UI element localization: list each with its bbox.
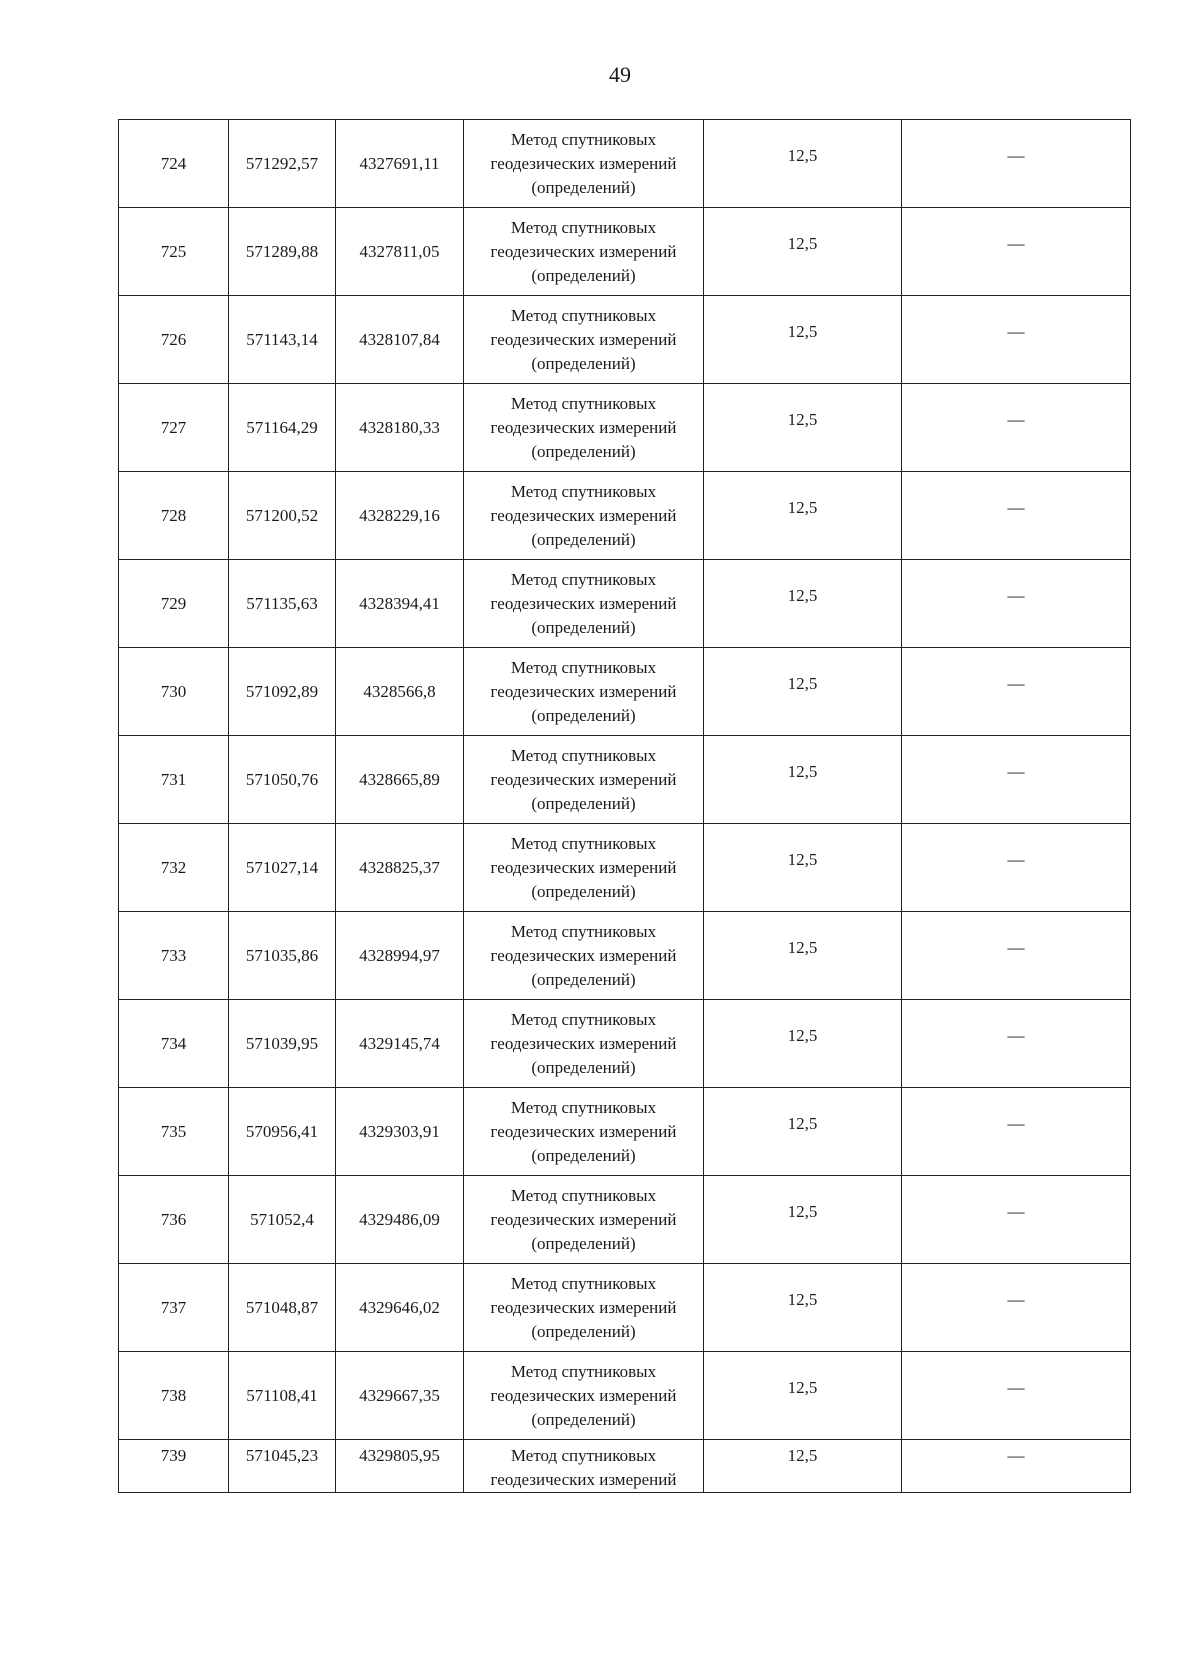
y-coordinate-cell-text: 4329145,74 — [359, 1033, 440, 1053]
table-row — [119, 120, 1131, 208]
method-cell — [464, 296, 704, 384]
note-cell-text: — — [1007, 1201, 1025, 1221]
y-coordinate-cell-text: 4328825,37 — [359, 857, 440, 877]
point-number-cell-text: 733 — [160, 945, 187, 965]
y-coordinate-cell — [336, 384, 464, 472]
method-line: Метод спутниковых — [510, 1185, 657, 1205]
method-line: геодезических измерений — [490, 945, 677, 965]
accuracy-cell-text: 12,5 — [787, 849, 818, 869]
point-number-cell — [119, 1088, 229, 1176]
y-coordinate-cell-text: 4327691,11 — [359, 153, 440, 173]
x-coordinate-cell-text: 571050,76 — [245, 769, 319, 789]
table-row — [119, 1088, 1131, 1176]
x-coordinate-cell — [229, 912, 336, 1000]
method-cell — [464, 120, 704, 208]
accuracy-cell — [704, 120, 902, 208]
table-row — [119, 1264, 1131, 1352]
accuracy-cell — [704, 824, 902, 912]
note-cell — [902, 648, 1131, 736]
y-coordinate-cell-text: 4328107,84 — [359, 329, 440, 349]
x-coordinate-cell — [229, 472, 336, 560]
method-line: геодезических измерений — [490, 1209, 677, 1229]
note-cell — [902, 296, 1131, 384]
table-row — [119, 736, 1131, 824]
table-row — [119, 648, 1131, 736]
x-coordinate-cell-text: 571164,29 — [246, 417, 318, 437]
method-cell — [464, 384, 704, 472]
accuracy-cell — [704, 472, 902, 560]
accuracy-cell — [704, 1088, 902, 1176]
x-coordinate-cell-text: 571048,87 — [245, 1297, 319, 1317]
method-cell — [464, 912, 704, 1000]
y-coordinate-cell — [336, 208, 464, 296]
method-line: геодезических измерений — [490, 1033, 677, 1053]
table-row — [119, 1176, 1131, 1264]
x-coordinate-cell — [229, 1264, 336, 1352]
method-line: геодезических измерений — [490, 857, 677, 877]
y-coordinate-cell-text: 4328566,8 — [363, 681, 436, 701]
note-cell — [902, 736, 1131, 824]
point-number-cell — [119, 472, 229, 560]
point-number-cell — [119, 208, 229, 296]
table-row — [119, 472, 1131, 560]
y-coordinate-cell — [336, 472, 464, 560]
method-cell — [464, 824, 704, 912]
method-line: Метод спутниковых — [510, 1097, 657, 1117]
accuracy-cell — [704, 1352, 902, 1440]
point-number-cell — [119, 648, 229, 736]
accuracy-cell-text: 12,5 — [787, 1377, 818, 1397]
method-line: Метод спутниковых — [510, 129, 657, 149]
x-coordinate-cell-text: 571027,14 — [245, 857, 319, 877]
table-row — [119, 560, 1131, 648]
note-cell — [902, 472, 1131, 560]
method-cell — [464, 1088, 704, 1176]
accuracy-cell-text: 12,5 — [787, 1113, 818, 1133]
y-coordinate-cell — [336, 1352, 464, 1440]
method-cell — [464, 208, 704, 296]
method-line: геодезических измерений — [490, 1297, 677, 1317]
y-coordinate-cell-text: 4327811,05 — [359, 241, 440, 261]
point-number-cell-text: 726 — [160, 329, 187, 349]
point-number-cell — [119, 1264, 229, 1352]
method-cell — [464, 472, 704, 560]
method-line: (определений) — [531, 1145, 636, 1165]
table-row — [119, 384, 1131, 472]
y-coordinate-cell — [336, 1440, 464, 1493]
point-number-cell-text: 732 — [160, 857, 187, 877]
table-row — [119, 1352, 1131, 1440]
method-line: Метод спутниковых — [510, 481, 657, 501]
point-number-cell-text: 731 — [160, 769, 187, 789]
point-number-cell-text: 729 — [160, 593, 187, 613]
accuracy-cell — [704, 1176, 902, 1264]
accuracy-cell-text: 12,5 — [787, 321, 818, 341]
method-line: (определений) — [531, 1321, 636, 1341]
note-cell — [902, 208, 1131, 296]
point-number-cell-text: 736 — [160, 1209, 187, 1229]
point-number-cell-text: 727 — [160, 417, 187, 437]
table-row — [119, 296, 1131, 384]
method-line: Метод спутниковых — [510, 305, 657, 325]
table-body — [119, 120, 1131, 1493]
method-line: Метод спутниковых — [510, 833, 657, 853]
x-coordinate-cell — [229, 208, 336, 296]
note-cell-text: — — [1007, 497, 1025, 517]
method-line: Метод спутниковых — [510, 745, 657, 765]
y-coordinate-cell-text: 4328229,16 — [359, 505, 440, 525]
y-coordinate-cell-text: 4328994,97 — [359, 945, 440, 965]
method-cell — [464, 1000, 704, 1088]
y-coordinate-cell — [336, 1088, 464, 1176]
table-row — [119, 208, 1131, 296]
y-coordinate-cell — [336, 912, 464, 1000]
y-coordinate-cell — [336, 296, 464, 384]
x-coordinate-cell — [229, 1440, 336, 1493]
y-coordinate-cell-text: 4328394,41 — [359, 593, 440, 613]
method-line: геодезических измерений — [490, 1121, 677, 1141]
table-row — [119, 824, 1131, 912]
note-cell-text: — — [1007, 849, 1025, 869]
method-line: геодезических измерений — [490, 329, 677, 349]
accuracy-cell — [704, 208, 902, 296]
method-line: геодезических измерений — [490, 153, 677, 173]
x-coordinate-cell-text: 571092,89 — [245, 681, 319, 701]
method-cell — [464, 736, 704, 824]
x-coordinate-cell-text: 571052,4 — [250, 1209, 314, 1229]
note-cell — [902, 120, 1131, 208]
accuracy-cell-text: 12,5 — [787, 409, 818, 429]
note-cell-text: — — [1007, 409, 1025, 429]
method-line: геодезических измерений — [490, 505, 677, 525]
y-coordinate-cell-text: 4329486,09 — [359, 1209, 440, 1229]
y-coordinate-cell-text: 4328180,33 — [359, 417, 440, 437]
point-number-cell-text: 735 — [160, 1121, 187, 1141]
point-number-cell — [119, 120, 229, 208]
method-line: (определений) — [531, 881, 636, 901]
method-line: Метод спутниковых — [510, 1446, 657, 1465]
x-coordinate-cell — [229, 736, 336, 824]
y-coordinate-cell — [336, 1264, 464, 1352]
method-cell — [464, 1176, 704, 1264]
point-number-cell — [119, 1000, 229, 1088]
method-line: (определений) — [531, 617, 636, 637]
x-coordinate-cell — [229, 1088, 336, 1176]
x-coordinate-cell-text: 571292,57 — [245, 153, 319, 173]
y-coordinate-cell — [336, 560, 464, 648]
accuracy-cell — [704, 1440, 902, 1493]
point-number-cell-text: 728 — [160, 505, 187, 525]
y-coordinate-cell-text: 4329805,95 — [359, 1446, 440, 1465]
method-line: (определений) — [531, 177, 636, 197]
note-cell-text: — — [1007, 761, 1025, 781]
note-cell-text: — — [1007, 1377, 1025, 1397]
accuracy-cell — [704, 560, 902, 648]
accuracy-cell-text: 12,5 — [787, 1201, 818, 1221]
note-cell — [902, 1440, 1131, 1493]
y-coordinate-cell — [336, 648, 464, 736]
method-line: Метод спутниковых — [510, 393, 657, 413]
note-cell-text: — — [1007, 1113, 1025, 1133]
x-coordinate-cell — [229, 824, 336, 912]
point-number-cell — [119, 736, 229, 824]
table-row — [119, 912, 1131, 1000]
x-coordinate-cell-text: 571135,63 — [246, 593, 318, 613]
method-line: геодезических измерений — [490, 1470, 677, 1489]
x-coordinate-cell-text: 571200,52 — [245, 505, 319, 525]
method-cell — [464, 1264, 704, 1352]
accuracy-cell-text: 12,5 — [787, 145, 818, 165]
method-line: (определений) — [531, 705, 636, 725]
y-coordinate-cell — [336, 1176, 464, 1264]
point-number-cell-text: 730 — [160, 681, 187, 701]
accuracy-cell — [704, 1000, 902, 1088]
method-line: (определений) — [531, 793, 636, 813]
accuracy-cell — [704, 912, 902, 1000]
point-number-cell — [119, 1440, 229, 1493]
method-line: геодезических измерений — [490, 681, 677, 701]
note-cell-text: — — [1007, 145, 1025, 165]
method-line: Метод спутниковых — [510, 569, 657, 589]
coordinates-table — [118, 119, 1131, 1493]
accuracy-cell — [704, 736, 902, 824]
method-line: Метод спутниковых — [510, 217, 657, 237]
accuracy-cell-text: 12,5 — [787, 673, 818, 693]
method-cell — [464, 1440, 704, 1493]
method-cell — [464, 560, 704, 648]
accuracy-cell-text: 12,5 — [787, 761, 818, 781]
note-cell-text: — — [1007, 1025, 1025, 1045]
method-line: (определений) — [531, 265, 636, 285]
method-line: Метод спутниковых — [510, 1273, 657, 1293]
x-coordinate-cell — [229, 1176, 336, 1264]
point-number-cell — [119, 560, 229, 648]
note-cell — [902, 384, 1131, 472]
accuracy-cell — [704, 384, 902, 472]
point-number-cell-text: 739 — [160, 1446, 187, 1465]
accuracy-cell-text: 12,5 — [787, 1446, 818, 1465]
note-cell-text: — — [1007, 937, 1025, 957]
method-line: геодезических измерений — [490, 769, 677, 789]
point-number-cell — [119, 912, 229, 1000]
note-cell — [902, 1264, 1131, 1352]
x-coordinate-cell-text: 571035,86 — [245, 945, 319, 965]
method-line: (определений) — [531, 1409, 636, 1429]
note-cell-text: — — [1007, 1446, 1025, 1465]
point-number-cell-text: 725 — [160, 241, 187, 261]
x-coordinate-cell-text: 571045,23 — [245, 1446, 319, 1465]
method-line: геодезических измерений — [490, 1385, 677, 1405]
x-coordinate-cell — [229, 120, 336, 208]
x-coordinate-cell — [229, 1352, 336, 1440]
accuracy-cell-text: 12,5 — [787, 937, 818, 957]
point-number-cell-text: 737 — [160, 1297, 187, 1317]
method-line: Метод спутниковых — [510, 1009, 657, 1029]
y-coordinate-cell — [336, 736, 464, 824]
method-cell — [464, 648, 704, 736]
x-coordinate-cell-text: 571039,95 — [245, 1033, 319, 1053]
table-row — [119, 1000, 1131, 1088]
method-line: (определений) — [531, 1057, 636, 1077]
table-row — [119, 1440, 1131, 1493]
x-coordinate-cell-text: 571108,41 — [246, 1385, 318, 1405]
x-coordinate-cell-text: 571143,14 — [246, 329, 318, 349]
y-coordinate-cell-text: 4328665,89 — [359, 769, 440, 789]
method-line: геодезических измерений — [490, 241, 677, 261]
method-line: Метод спутниковых — [510, 657, 657, 677]
note-cell-text: — — [1007, 233, 1025, 253]
method-line: (определений) — [531, 353, 636, 373]
x-coordinate-cell — [229, 560, 336, 648]
accuracy-cell-text: 12,5 — [787, 233, 818, 253]
y-coordinate-cell — [336, 1000, 464, 1088]
point-number-cell — [119, 384, 229, 472]
note-cell — [902, 1000, 1131, 1088]
point-number-cell-text: 724 — [160, 153, 187, 173]
method-line: (определений) — [531, 441, 636, 461]
x-coordinate-cell — [229, 296, 336, 384]
method-cell — [464, 1352, 704, 1440]
point-number-cell — [119, 1352, 229, 1440]
accuracy-cell-text: 12,5 — [787, 497, 818, 517]
accuracy-cell-text: 12,5 — [787, 585, 818, 605]
x-coordinate-cell — [229, 1000, 336, 1088]
method-line: (определений) — [531, 969, 636, 989]
y-coordinate-cell-text: 4329667,35 — [359, 1385, 440, 1405]
x-coordinate-cell — [229, 648, 336, 736]
method-line: Метод спутниковых — [510, 921, 657, 941]
note-cell — [902, 824, 1131, 912]
point-number-cell — [119, 296, 229, 384]
point-number-cell — [119, 824, 229, 912]
note-cell — [902, 1176, 1131, 1264]
note-cell-text: — — [1007, 321, 1025, 341]
accuracy-cell-text: 12,5 — [787, 1025, 818, 1045]
page-number: 49 — [609, 62, 631, 87]
method-line: Метод спутниковых — [510, 1361, 657, 1381]
accuracy-cell — [704, 1264, 902, 1352]
x-coordinate-cell-text: 571289,88 — [245, 241, 319, 261]
note-cell — [902, 1088, 1131, 1176]
y-coordinate-cell-text: 4329303,91 — [359, 1121, 440, 1141]
note-cell — [902, 560, 1131, 648]
note-cell — [902, 912, 1131, 1000]
accuracy-cell — [704, 648, 902, 736]
method-line: геодезических измерений — [490, 593, 677, 613]
method-line: (определений) — [531, 529, 636, 549]
accuracy-cell-text: 12,5 — [787, 1289, 818, 1309]
x-coordinate-cell-text: 570956,41 — [245, 1121, 319, 1141]
point-number-cell-text: 734 — [160, 1033, 187, 1053]
note-cell-text: — — [1007, 1289, 1025, 1309]
note-cell-text: — — [1007, 673, 1025, 693]
note-cell — [902, 1352, 1131, 1440]
y-coordinate-cell-text: 4329646,02 — [359, 1297, 440, 1317]
note-cell-text: — — [1007, 585, 1025, 605]
y-coordinate-cell — [336, 824, 464, 912]
point-number-cell-text: 738 — [160, 1385, 187, 1405]
method-line: (определений) — [531, 1233, 636, 1253]
point-number-cell — [119, 1176, 229, 1264]
y-coordinate-cell — [336, 120, 464, 208]
method-line: геодезических измерений — [490, 417, 677, 437]
accuracy-cell — [704, 296, 902, 384]
x-coordinate-cell — [229, 384, 336, 472]
